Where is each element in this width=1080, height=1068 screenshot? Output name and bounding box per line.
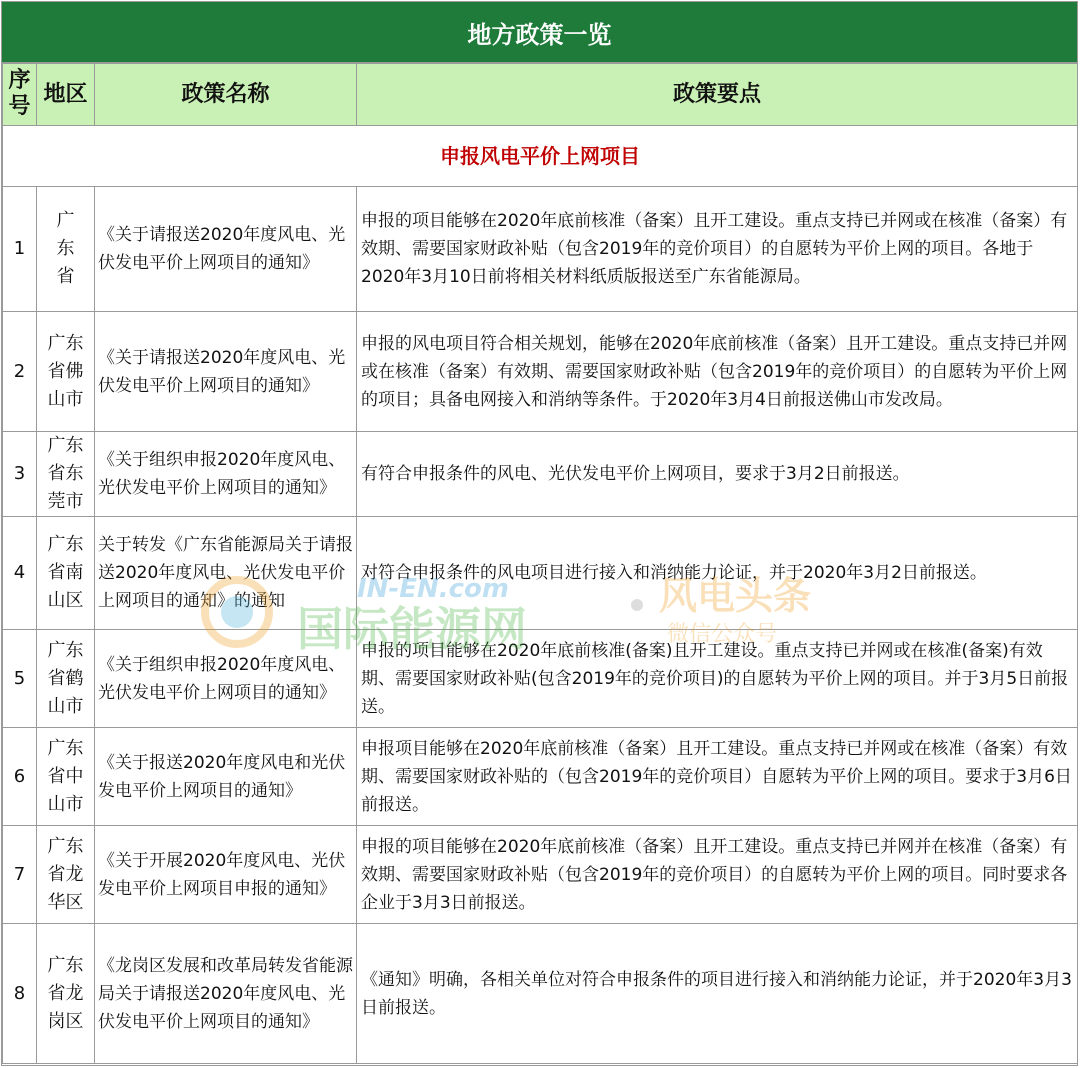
- row-index: 3: [3, 432, 37, 517]
- table-row: [3, 187, 1078, 312]
- row-index: 1: [3, 187, 37, 312]
- watermark-cn: 国际能源网: [297, 602, 527, 656]
- row-region-text: 广东省中山市: [47, 737, 84, 815]
- row-policy-name: 《关于开展2020年度风电、光伏发电平价上网项目申报的通知》: [95, 826, 357, 924]
- row-region: [37, 826, 95, 924]
- row-policy-points: 申报的风电项目符合相关规划，能够在2020年底前核准（备案）且开工建设。重点支持已并网或在核准（备案）有效期、需要国家财政补贴（包含2019年的竞价项目）的自愿转为平价上网的项目；具备电网接入和消纳等条件。于2020年3月4日前报送佛山市发改局。: [357, 312, 1078, 432]
- row-policy-name: 《关于报送2020年度风电和光伏发电平价上网项目的通知》: [95, 728, 357, 826]
- row-index: 4: [3, 517, 37, 630]
- table-row: [3, 630, 1078, 728]
- row-region-text: 广东省南山区: [47, 534, 84, 611]
- header-policy-points: 政策要点: [357, 64, 1078, 126]
- row-policy-name: 《关于组织申报2020年度风电、光伏发电平价上网项目的通知》: [95, 630, 357, 728]
- row-policy-points: 有符合申报条件的风电、光伏发电平价上网项目，要求于3月2日前报送。: [357, 432, 1078, 517]
- row-index: 6: [3, 728, 37, 826]
- row-index: 5: [3, 630, 37, 728]
- row-region-text: 广东省: [56, 210, 75, 287]
- row-policy-points: 《通知》明确，各相关单位对符合申报条件的项目进行接入和消纳能力论证，并于2020年3月3日前报送。: [357, 924, 1078, 1064]
- policy-table-sheet: [1, 1, 1078, 1066]
- row-region: [37, 517, 95, 630]
- header-index-label: 序号: [8, 68, 31, 119]
- watermark-latin: IN-EN.com: [357, 574, 509, 604]
- policy-table: [2, 63, 1078, 1064]
- row-index: 8: [3, 924, 37, 1064]
- row-policy-points: 对符合申报条件的风电项目进行接入和消纳能力论证，并于2020年3月2日前报送。: [357, 517, 1078, 630]
- header-index: [3, 64, 37, 126]
- row-policy-name: 《关于组织申报2020年度风电、光伏发电平价上网项目的通知》: [95, 432, 357, 517]
- section-title: 申报风电平价上网项目: [3, 126, 1078, 187]
- row-policy-points: 申报的项目能够在2020年底前核准（备案）且开工建设。重点支持已并网并在核准（备案）有效期、需要国家财政补贴（包含2019年的竞价项目）的自愿转为平价上网的项目。同时要求各企业于3月3日前报送。: [357, 826, 1078, 924]
- row-policy-name: 关于转发《广东省能源局关于请报送2020年度风电、光伏发电平价上网项目的通知》的通知: [95, 517, 357, 630]
- row-region-text: 广东省鹤山市: [47, 639, 84, 717]
- header-policy-name: 政策名称: [95, 64, 357, 126]
- header-row: [3, 64, 1078, 126]
- row-region: [37, 432, 95, 517]
- row-region: [37, 728, 95, 826]
- table-row: [3, 517, 1078, 630]
- table-row: [3, 728, 1078, 826]
- row-region-text: 广东省佛山市: [47, 332, 84, 410]
- row-policy-name: 《龙岗区发展和改革局转发省能源局关于请报送2020年度风电、光伏发电平价上网项目的通知》: [95, 924, 357, 1064]
- table-title: 地方政策一览: [2, 2, 1077, 63]
- header-region: 地区: [37, 64, 95, 126]
- row-index: 2: [3, 312, 37, 432]
- row-region: [37, 312, 95, 432]
- row-policy-points: 申报的项目能够在2020年底前核准(备案)且开工建设。重点支持已并网或在核准(备案)有效期、需要国家财政补贴(包含2019年的竞价项目)的自愿转为平价上网的项目。并于3月5日前报送。: [357, 630, 1078, 728]
- row-policy-points: 申报的项目能够在2020年底前核准（备案）且开工建设。重点支持已并网或在核准（备案）有效期、需要国家财政补贴（包含2019年的竞价项目）的自愿转为平价上网的项目。各地于2020年3月10日前将相关材料纸质版报送至广东省能源局。: [357, 187, 1078, 312]
- row-region-text: 广东省龙岗区: [47, 954, 84, 1032]
- table-row: [3, 826, 1078, 924]
- watermark-sub: 微信公众号: [667, 622, 778, 647]
- section-row: [3, 126, 1078, 187]
- row-policy-name: 《关于请报送2020年度风电、光伏发电平价上网项目的通知》: [95, 187, 357, 312]
- row-policy-name: 《关于请报送2020年度风电、光伏发电平价上网项目的通知》: [95, 312, 357, 432]
- row-region: [37, 924, 95, 1064]
- row-policy-points: 申报项目能够在2020年底前核准（备案）且开工建设。重点支持已并网或在核准（备案）有效期、需要国家财政补贴的（包含2019年的竞价项目）自愿转为平价上网的项目。要求于3月6日前报送。: [357, 728, 1078, 826]
- table-row: [3, 312, 1078, 432]
- row-region-text: 广东省龙华区: [47, 835, 84, 913]
- row-index: 7: [3, 826, 37, 924]
- row-region-text: 广东省东莞市: [47, 435, 84, 512]
- table-row: [3, 432, 1078, 517]
- watermark-brand: 风电头条: [659, 574, 812, 618]
- table-row: [3, 924, 1078, 1064]
- row-region: [37, 630, 95, 728]
- row-region: [37, 187, 95, 312]
